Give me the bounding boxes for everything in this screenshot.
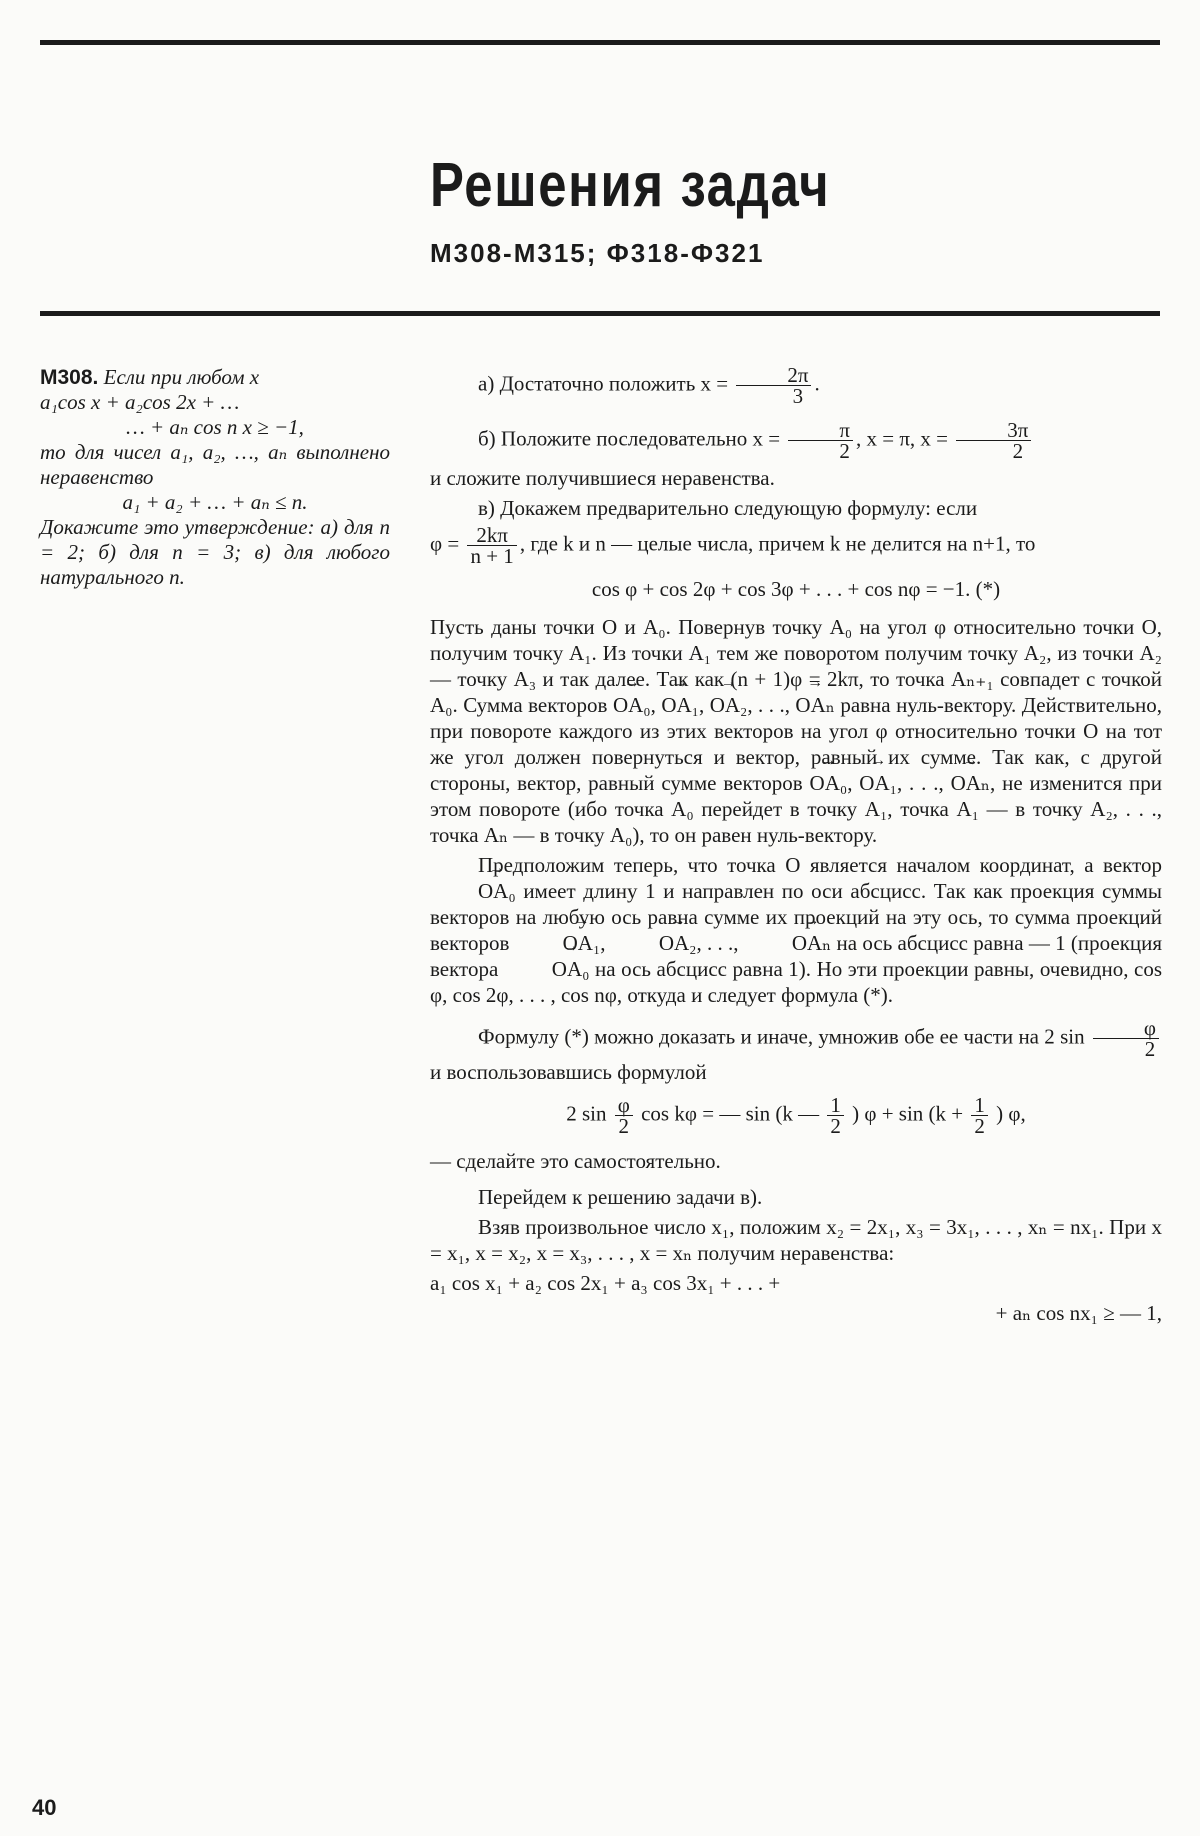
para2c: на ось абсцисс равна — 1 (проекция вектора bbox=[430, 931, 1163, 981]
vector-OAn: → OAₙ bbox=[744, 930, 831, 956]
fraction-2kpi bbox=[467, 525, 516, 566]
part-b-end: и сложите получившиеся неравенства. bbox=[430, 466, 775, 490]
fraction-numerator: 2kπ bbox=[467, 525, 516, 546]
part-a-text: а) Достаточно положить x = bbox=[478, 371, 729, 396]
formula2-a: 2 sin bbox=[566, 1101, 607, 1126]
phi-eq: φ = bbox=[430, 531, 460, 556]
fraction-numerator: φ bbox=[615, 1095, 633, 1116]
vector-OA2: → OA₂ bbox=[710, 692, 748, 718]
phi-after: , где k и n — целые числа, причем k не делится на n+1, то bbox=[519, 531, 1036, 556]
para1b: равна нуль-вектору. Действительно, при повороте каждого из этих векторов на угол φ относительно точки O на тот же угол должен повернуться и вектор, равный их сумме. Так как, с другой стороны, вектор, равный сумме векторов bbox=[430, 693, 1163, 795]
paragraph-rotation: Пусть даны точки O и A₀. Повернув точку A₀ на угол φ относительно точки O, получим точку A₁. Из точки A₁ тем же поворотом получим точку A₂, из точки A₂ — точку A₃ и так далее. Так как (n + 1)φ = 2kπ, то точка Aₙ₊₁ совпадет с точкой A₀. Сумма векторов → OA₀, → OA₁, → OA₂, . . ., → OAₙ равна нуль-вектору. Действительно, при повороте каждого из этих векторов на угол φ относительно точки O на тот же угол должен повернуться и вектор, равный их сумме. Так как, с другой стороны, вектор, равный сумме векторов → OA₀, → OA₁, . . ., → OAₙ, не изменится при этом повороте (ибо точка A₀ перейдет в точку A₁, точка A₁ — в точку A₂, . . ., точка Aₙ — в точку A₀), то он равен нуль-вектору. bbox=[430, 614, 1162, 848]
part-b bbox=[430, 420, 1162, 461]
fraction-denominator: 3 bbox=[792, 384, 804, 408]
vector-OA1: → OA₁ bbox=[515, 930, 601, 956]
para2d: на ось абсцисс равна 1). Но эти проекции равны, очевидно, cos φ, cos 2φ, . . . , cos nφ, откуда и следует формула (*). bbox=[430, 957, 1163, 1007]
problem-text-5: a₁ + a₂ + … + aₙ ≤ n. bbox=[122, 490, 308, 514]
part-c-intro: в) Докажем предварительно следующую формулу: если bbox=[478, 496, 978, 520]
header-divider bbox=[40, 311, 1160, 316]
para3b: и воспользовавшись формулой bbox=[430, 1060, 707, 1084]
problem-statement-sidebar bbox=[40, 365, 390, 590]
para1c: не изменится при этом повороте (ибо точка A₀ перейдет в точку A₁, точка A₁ — в точку A₂, . . ., точка Aₙ — в точку A₀), то он равен нуль-вектору. bbox=[430, 771, 1163, 847]
fraction-denominator: 2 bbox=[1144, 1037, 1156, 1061]
formula-product-to-sum bbox=[430, 1095, 1162, 1136]
problem-text-1: Если при любом x bbox=[103, 365, 260, 389]
para3a: Формулу (*) можно доказать и иначе, умножив обе ее части на 2 sin bbox=[478, 1024, 1085, 1049]
solution-body bbox=[430, 365, 1162, 1330]
fraction-3pi-2 bbox=[956, 420, 1031, 461]
vector-OA2: → OA₂ bbox=[611, 930, 697, 956]
vector-OA0: → OA₀ bbox=[430, 878, 516, 904]
vector-OAn: → OAₙ bbox=[795, 692, 834, 718]
part-b-mid: , x = π, x = bbox=[855, 426, 949, 451]
problem-text-3: … + aₙ cos n x ≥ −1, bbox=[126, 415, 304, 439]
phi-definition bbox=[430, 525, 1162, 566]
vector-OA1: → OA₁ bbox=[661, 692, 699, 718]
fraction-numerator: π bbox=[788, 420, 853, 441]
page-number: 40 bbox=[32, 1795, 57, 1820]
vector-OA0: → OA₀ bbox=[613, 692, 651, 718]
fraction-denominator: 2 bbox=[830, 1114, 841, 1138]
inequality-line1: a₁ cos x₁ + a₂ cos 2x₁ + a₃ cos 3x₁ + . . . + bbox=[430, 1271, 781, 1295]
problem-text-4: то для чисел a₁, a₂, …, aₙ выполнено неравенство bbox=[40, 440, 390, 489]
problem-range-subtitle: М308-М315; Ф318-Ф321 bbox=[430, 238, 765, 268]
paragraph-alt-proof bbox=[430, 1018, 1162, 1085]
page-title: Решения задач bbox=[430, 151, 831, 220]
paragraph-self: — сделайте это самостоятельно. bbox=[430, 1149, 721, 1173]
vector-OA1: → OA₁ bbox=[859, 770, 897, 796]
fraction-2pi-3 bbox=[736, 365, 811, 406]
fraction-numerator: 2π bbox=[736, 365, 811, 386]
fraction-phi-2 bbox=[615, 1095, 633, 1136]
inequality-line2: + aₙ cos nx₁ ≥ — 1, bbox=[995, 1301, 1162, 1325]
fraction-numerator: 1 bbox=[971, 1095, 988, 1116]
fraction-1-2 bbox=[827, 1095, 844, 1136]
formula2-b: cos kφ = — sin (k — bbox=[641, 1101, 820, 1126]
para2b: имеет длину 1 и направлен по оси абсцисс. Так как проекция суммы векторов на любую ось равна сумме их проекций на эту ось, то сумма проекций векторов bbox=[430, 879, 1163, 955]
paragraph-take-x1: Взяв произвольное число x₁, положим x₂ = 2x₁, x₃ = 3x₁, . . . , xₙ = nx₁. При x = x₁, x = x₂, x = x₃, . . . , x = xₙ получим неравенства: bbox=[430, 1215, 1162, 1265]
para1a: Пусть даны точки O и A₀. Повернув точку A₀ на угол φ относительно точки O, получим точку A₁. Из точки A₁ тем же поворотом получим точку A₂, из точки A₂ — точку A₃ и так далее. Так как (n + 1)φ = 2kπ, то точка Aₙ₊₁ совпадет с точкой A₀. Сумма векторов bbox=[430, 615, 1162, 717]
vector-OA0: → OA₀ bbox=[504, 956, 590, 982]
fraction-numerator: φ bbox=[1093, 1018, 1159, 1039]
fraction-pi-2 bbox=[788, 420, 853, 461]
part-a: а) Достаточно положить x = $\frac{2\pi}{3}$ . bbox=[478, 363, 820, 408]
fraction-denominator: n + 1 bbox=[470, 544, 514, 568]
fraction-denominator: 2 bbox=[839, 439, 850, 463]
paragraph-projection: Предположим теперь, что точка O является началом координат, а вектор → OA₀ имеет длину 1 и направлен по оси абсцисс. Так как проекция суммы векторов на любую ось равна сумме их проекций на эту ось, то сумма проекций векторов → OA₁, → OA₂, . . ., → OAₙ на ось абсцисс равна — 1 (проекция вектора → OA₀ на ось абсцисс равна 1). Но эти проекции равны, очевидно, cos φ, cos 2φ, . . . , cos nφ, откуда и следует формула (*). bbox=[430, 852, 1162, 1008]
para2a: Предположим теперь, что точка O является началом координат, а вектор bbox=[478, 853, 1162, 877]
fraction-denominator: 2 bbox=[974, 1114, 985, 1138]
fraction-denominator: 2 bbox=[1012, 439, 1024, 463]
fraction-numerator: 3π bbox=[956, 420, 1031, 441]
part-b-text: б) Положите последовательно x = bbox=[478, 426, 781, 451]
formula-star: cos φ + cos 2φ + cos 3φ + . . . + cos nφ = −1. (*) bbox=[591, 577, 1001, 601]
top-rule bbox=[40, 40, 1160, 45]
problem-text-2: a₁cos x + a₂cos 2x + … bbox=[40, 390, 240, 414]
formula2-d: ) φ, bbox=[996, 1101, 1026, 1126]
problem-label: М308. bbox=[40, 366, 99, 389]
fraction-denominator: 2 bbox=[618, 1114, 630, 1138]
formula2-c: ) φ + sin (k + bbox=[852, 1101, 964, 1126]
vector-OA0: → OA₀ bbox=[810, 770, 848, 796]
paragraph-go-to-c: Перейдем к решению задачи в). bbox=[478, 1185, 763, 1209]
fraction-1-2 bbox=[971, 1095, 988, 1136]
problem-text-6: Докажите это утверждение: а) для n = 2; б) для n = 3; в) для любого натурального n. bbox=[40, 515, 390, 589]
fraction-phi-2 bbox=[1093, 1018, 1159, 1059]
problem-statement-line1 bbox=[40, 365, 390, 390]
fraction-numerator: 1 bbox=[827, 1095, 844, 1116]
vector-OAn: → OAₙ bbox=[951, 770, 990, 796]
